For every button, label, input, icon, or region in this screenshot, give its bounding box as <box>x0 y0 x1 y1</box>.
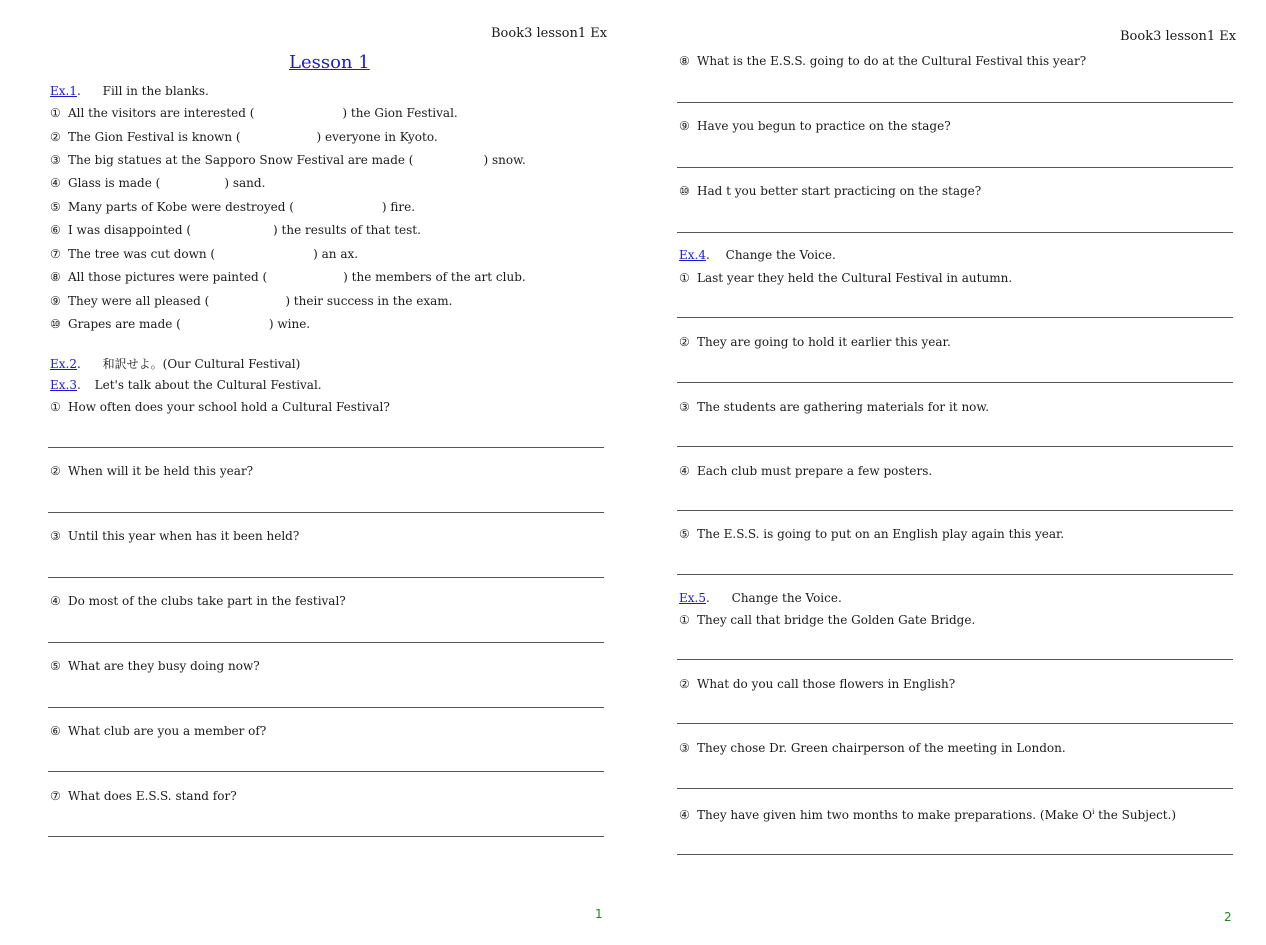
ex3-instruction: Let's talk about the Cultural Festival. <box>94 378 322 392</box>
ex4-item: ② They are going to hold it earlier this year. <box>679 335 951 349</box>
ex2-link[interactable]: Ex.2 <box>50 357 77 371</box>
ex2-instruction: 和訳せよ。(Our Cultural Festival) <box>102 357 301 371</box>
ex4-item: ③ The students are gathering materials for it now. <box>679 400 990 414</box>
ex5-item: ② What do you call those flowers in English? <box>679 677 956 691</box>
answer-line[interactable] <box>677 510 1233 511</box>
lesson-title-link[interactable]: Lesson 1 <box>289 52 370 73</box>
ex4-item: ④ Each club must prepare a few posters. <box>679 464 933 478</box>
ex1-item: ⑧ All those pictures were painted ( ) the members of the art club. <box>50 270 526 284</box>
ex1-item: ④ Glass is made ( ) sand. <box>50 176 266 190</box>
ex5-instruction: Change the Voice. <box>731 591 842 605</box>
answer-line[interactable] <box>48 447 604 448</box>
answer-line[interactable] <box>48 771 604 772</box>
answer-line[interactable] <box>48 577 604 578</box>
ex5-heading: Ex.5. Change the Voice. <box>679 591 842 605</box>
answer-line[interactable] <box>48 512 604 513</box>
ex3-link[interactable]: Ex.3 <box>50 378 77 392</box>
answer-line[interactable] <box>677 382 1233 383</box>
ex5-item: ① They call that bridge the Golden Gate Bridge. <box>679 613 976 627</box>
answer-line[interactable] <box>677 659 1233 660</box>
ex1-item: ② The Gion Festival is known ( ) everyone in Kyoto. <box>50 130 438 144</box>
answer-line[interactable] <box>677 788 1233 789</box>
ex3-heading: Ex.3. Let's talk about the Cultural Festival. <box>50 378 322 392</box>
answer-line[interactable] <box>677 854 1233 855</box>
ex3-question: ⑨ Have you begun to practice on the stage? <box>679 119 951 133</box>
page-header: Book3 lesson1 Ex <box>491 26 608 41</box>
page-2 <box>633 0 1266 945</box>
ex1-instruction: Fill in the blanks. <box>102 84 209 98</box>
ex3-question: ⑤ What are they busy doing now? <box>50 659 260 673</box>
ex3-question: ④ Do most of the clubs take part in the festival? <box>50 594 346 608</box>
ex3-question: ⑥ What club are you a member of? <box>50 724 267 738</box>
answer-line[interactable] <box>677 317 1233 318</box>
ex4-item: ⑤ The E.S.S. is going to put on an English play again this year. <box>679 527 1065 541</box>
ex5-link[interactable]: Ex.5 <box>679 591 706 605</box>
answer-line[interactable] <box>677 723 1233 724</box>
ex1-link[interactable]: Ex.1 <box>50 84 77 98</box>
page-header: Book3 lesson1 Ex <box>1120 29 1237 44</box>
ex3-question: ⑩ Had t you better start practicing on the stage? <box>679 184 982 198</box>
answer-line[interactable] <box>677 446 1233 447</box>
answer-line[interactable] <box>48 836 604 837</box>
ex1-item: ③ The big statues at the Sapporo Snow Festival are made ( ) snow. <box>50 153 526 167</box>
ex3-question: ⑧ What is the E.S.S. going to do at the Cultural Festival this year? <box>679 54 1087 68</box>
answer-line[interactable] <box>677 232 1233 233</box>
page-number: 2 <box>1224 910 1232 924</box>
answer-line[interactable] <box>48 707 604 708</box>
ex1-item: ⑨ They were all pleased ( ) their success in the exam. <box>50 294 453 308</box>
ex5-item: ③ They chose Dr. Green chairperson of the meeting in London. <box>679 741 1066 755</box>
ex2-heading: Ex.2. 和訳せよ。(Our Cultural Festival) <box>50 357 301 371</box>
ex3-question: ② When will it be held this year? <box>50 464 254 478</box>
ex1-item: ⑤ Many parts of Kobe were destroyed ( ) fire. <box>50 200 416 214</box>
ex1-item: ⑦ The tree was cut down ( ) an ax. <box>50 247 359 261</box>
ex5-item: ④ They have given him two months to make preparations. (Make $O^i$ the Subject.) <box>679 808 1177 822</box>
answer-line[interactable] <box>677 574 1233 575</box>
answer-line[interactable] <box>48 642 604 643</box>
ex3-question: ① How often does your school hold a Cultural Festival? <box>50 400 390 414</box>
ex4-link[interactable]: Ex.4 <box>679 248 706 262</box>
answer-line[interactable] <box>677 102 1233 103</box>
ex3-question: ⑦ What does E.S.S. stand for? <box>50 789 237 803</box>
page-number: 1 <box>595 907 603 921</box>
ex4-instruction: Change the Voice. <box>725 248 836 262</box>
ex1-item: ① All the visitors are interested ( ) the Gion Festival. <box>50 106 458 120</box>
ex4-item: ① Last year they held the Cultural Festival in autumn. <box>679 271 1013 285</box>
ex1-item: ⑩ Grapes are made ( ) wine. <box>50 317 311 331</box>
ex3-question: ③ Until this year when has it been held? <box>50 529 300 543</box>
ex1-heading: Ex.1. Fill in the blanks. <box>50 84 209 98</box>
ex1-item: ⑥ I was disappointed ( ) the results of that test. <box>50 223 421 237</box>
ex4-heading: Ex.4. Change the Voice. <box>679 248 836 262</box>
answer-line[interactable] <box>677 167 1233 168</box>
